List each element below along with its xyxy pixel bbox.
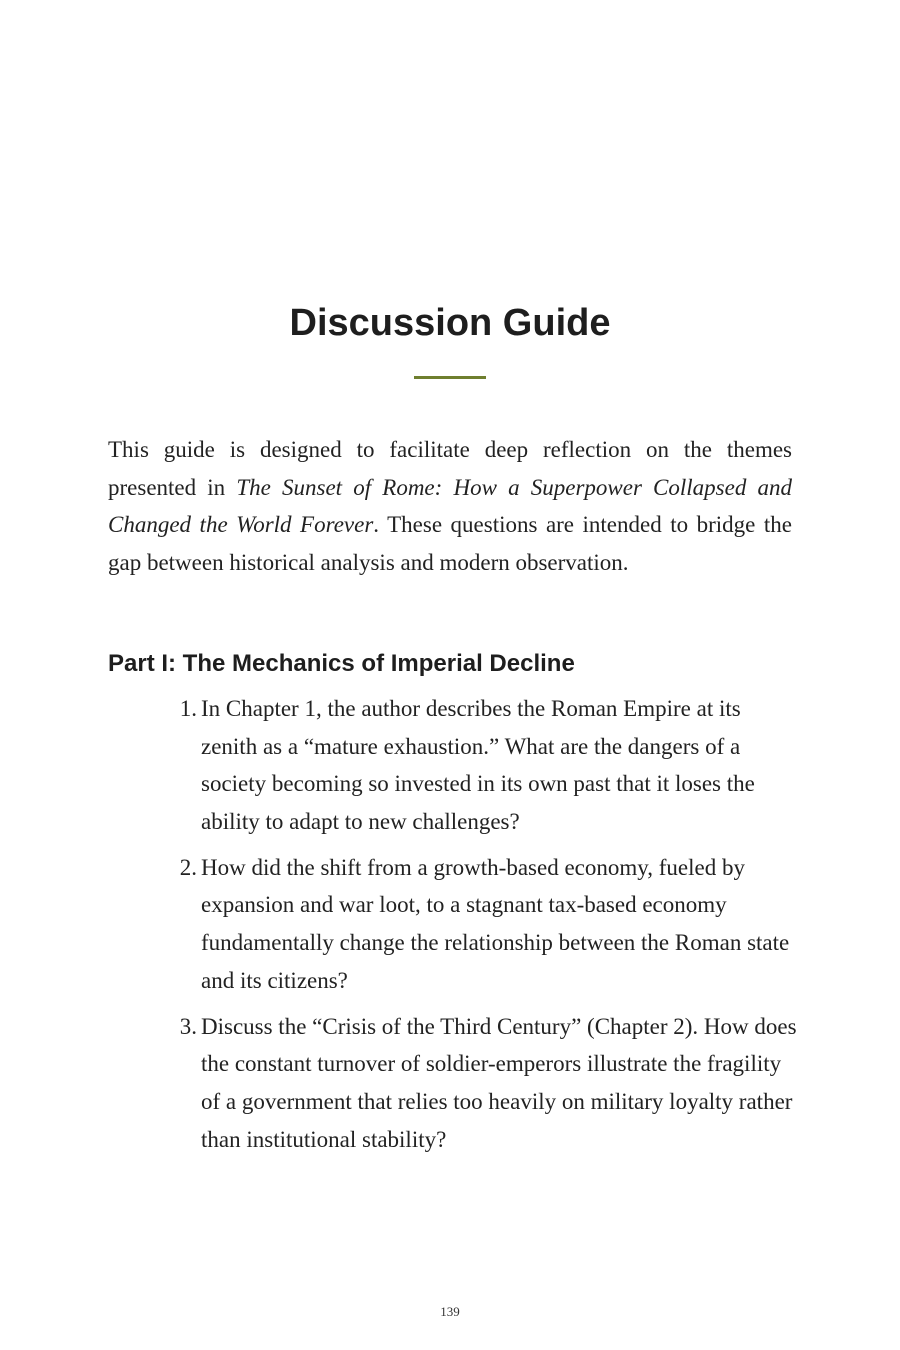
page-number: 139 <box>440 1304 460 1319</box>
question-number: 3. <box>179 1013 197 1039</box>
question-item <box>179 1008 801 1158</box>
question-number: 2. <box>179 854 197 880</box>
question-item <box>179 690 801 840</box>
book-title: The Sunset of Rome: How a Superpower Collapsed and Changed the World Forever <box>108 474 793 538</box>
question-number: 1. <box>179 696 197 721</box>
intro-paragraph <box>108 431 792 581</box>
intro-lead: This guide is designed to facilitate deep reflection on the themes presented in <box>108 437 792 500</box>
question-text: Discuss the “Crisis of the Third Century” (Chapter 2). How does the constant turnover of soldier-emperors illustrate the fragility of a government that relies too heavily on military loyalty rather than institutional stability? <box>201 1013 797 1152</box>
question-list <box>179 690 801 1167</box>
question-item <box>179 849 801 999</box>
page-title: Discussion Guide <box>289 302 611 344</box>
question-text: How did the shift from a growth-based economy, fueled by expansion and war loot, to a stagnant tax-based economy fundamentally change the relationship between the Roman state and its citizens? <box>201 854 790 993</box>
section-heading: Part I: The Mechanics of Imperial Decline <box>108 650 575 677</box>
question-text: In Chapter 1, the author describes the Roman Empire at its zenith as a “mature exhaustion.” What are the dangers of a society becoming so invested in its own past that it loses the ability to adapt to new challenges? <box>201 696 755 834</box>
title-divider <box>414 376 486 379</box>
intro-tail: . These questions are intended to bridge the gap between historical analysis and modern observation. <box>108 512 792 575</box>
